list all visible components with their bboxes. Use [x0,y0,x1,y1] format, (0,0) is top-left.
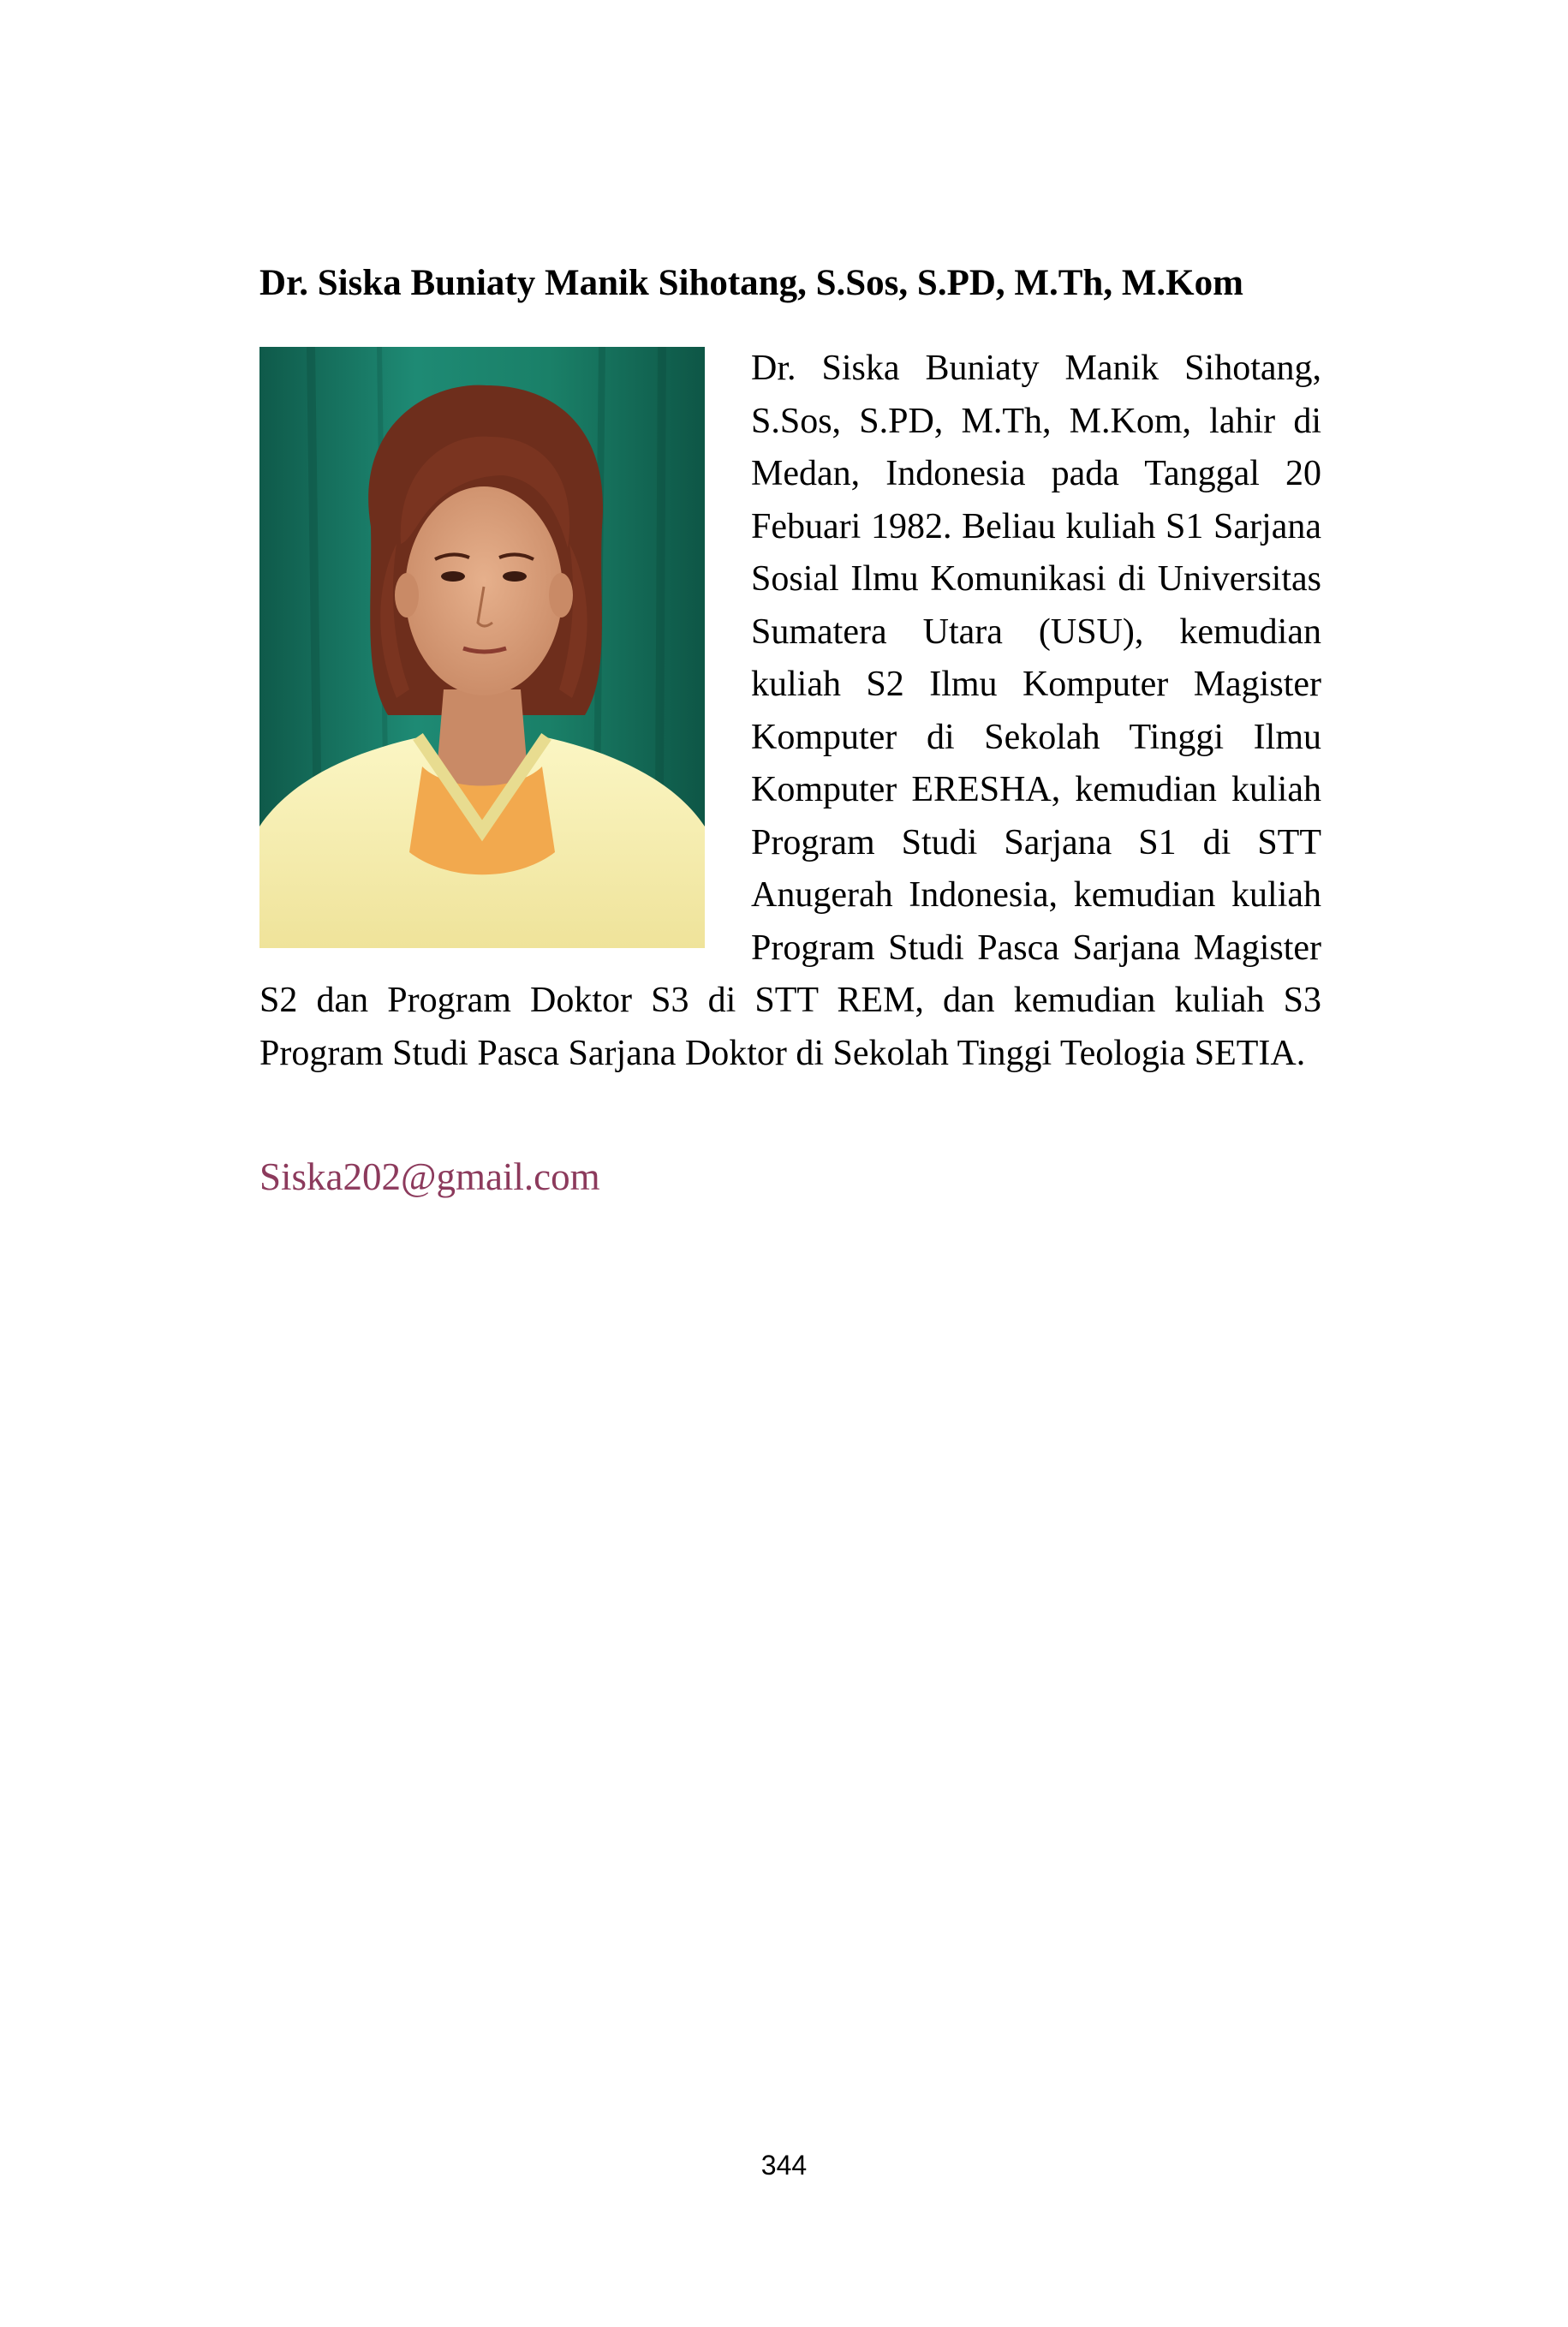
portrait-illustration [259,347,705,948]
author-email-link[interactable]: Siska202@gmail.com [259,1155,600,1198]
author-bio-text: Dr. Siska Buniaty Manik Sihotang, S.Sos, S.PD, M.Th, M.Kom, lahir di Medan, Indonesia pada Tanggal 20 Febuari 1982. Beliau kuliah S1 Sarjana Sosial Ilmu Komunikasi di Universitas Sumatera Utara (USU), kemudian kuliah S2 Ilmu Komputer Magister Komputer di Sekolah Tinggi Ilmu Komputer ERESHA, kemudian kuliah Program Studi Sarjana S1 di STT Anugerah Indonesia, kemudian kuliah Program Studi Pasca Sarjana Magister S2 dan Program Doktor S3 di STT REM, dan kemudian kuliah S3 Program Studi Pasca Sarjana Doktor di Sekolah Tinggi Teologia SETIA. [259,349,1321,1073]
page-number: 344 [760,2150,808,2181]
author-portrait-photo [259,347,705,948]
author-bio-section [259,343,1321,1080]
author-name-heading: Dr. Siska Buniaty Manik Sihotang, S.Sos, S.PD, M.Th, M.Kom [259,263,1243,303]
